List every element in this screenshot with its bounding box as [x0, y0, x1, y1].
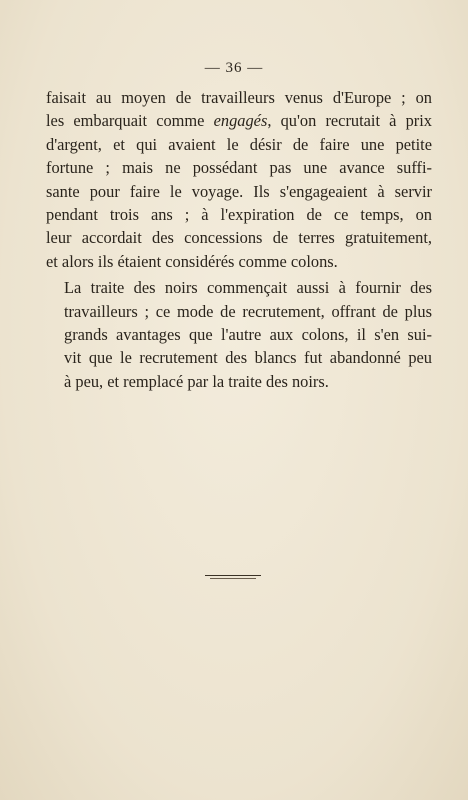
- text-line: faisait au moyen de travailleurs venus d'Europe ; on: [46, 88, 432, 107]
- text-line: vit que le recrutement des blancs fut abandonné peu: [64, 348, 432, 368]
- text-line: travailleurs ; ce mode de recrutement, offrant de plus: [64, 301, 432, 321]
- text-line: sante pour faire le voyage. Ils s'engageaient à servir: [46, 181, 432, 201]
- text-line: et alors ils étaient considérés comme colons.: [46, 251, 338, 271]
- text-line: leur accordait des concessions de terres gratuitement,: [46, 228, 432, 248]
- text-fragment: , qu'on recrutait à prix: [267, 111, 432, 131]
- paragraph-1: [46, 86, 432, 273]
- text-line: La traite des noirs commençait aussi à fournir des: [64, 278, 432, 298]
- end-rule-underline: [210, 578, 256, 579]
- text-line: pendant trois ans ; à l'expiration de ce temps, on: [46, 205, 432, 225]
- text-line: [46, 109, 432, 132]
- text-line: à peu, et remplacé par la traite des noirs.: [64, 371, 329, 391]
- text-line: d'argent, et qui avaient le désir de faire une petite: [46, 134, 432, 154]
- italic-word: engagés: [213, 111, 268, 131]
- page-number: — 36 —: [204, 60, 264, 76]
- paragraph-2: [46, 276, 432, 393]
- text-line: grands avantages que l'autre aux colons, il s'en sui-: [64, 325, 432, 345]
- end-rule: [205, 575, 261, 576]
- text-line: fortune ; mais ne possédant pas une avance suffi-: [46, 158, 432, 178]
- body-text: [46, 86, 432, 393]
- text-fragment: les embarquait comme: [46, 111, 214, 131]
